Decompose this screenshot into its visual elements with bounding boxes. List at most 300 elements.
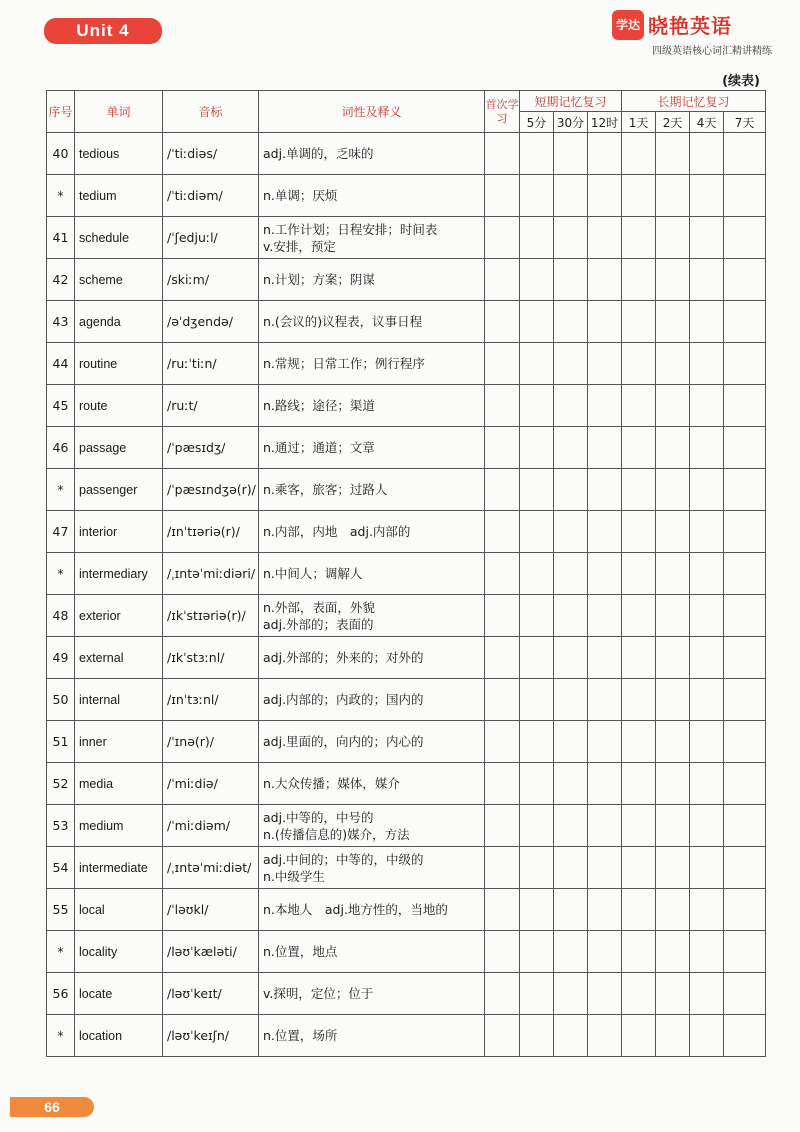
header-short-col: 30分: [554, 112, 588, 133]
review-checkbox[interactable]: [485, 931, 520, 973]
row-number: *: [47, 931, 75, 973]
row-word: medium: [75, 805, 163, 847]
review-checkbox[interactable]: [588, 1015, 622, 1057]
review-checkbox[interactable]: [485, 427, 520, 469]
review-checkbox[interactable]: [724, 889, 766, 931]
review-checkbox[interactable]: [724, 259, 766, 301]
header-meaning: 词性及释义: [259, 91, 485, 133]
table-row: [47, 469, 766, 511]
table-row: [47, 763, 766, 805]
row-definition: n.大众传播；媒体，媒介: [259, 763, 485, 805]
review-checkbox[interactable]: [588, 679, 622, 721]
row-definition: n.路线；途径；渠道: [259, 385, 485, 427]
review-checkbox[interactable]: [724, 301, 766, 343]
row-definition: n.本地人 adj.地方性的，当地的: [259, 889, 485, 931]
table-body: [47, 133, 766, 1057]
row-word: scheme: [75, 259, 163, 301]
review-checkbox[interactable]: [690, 973, 724, 1015]
row-word: locate: [75, 973, 163, 1015]
row-word: exterior: [75, 595, 163, 637]
review-checkbox[interactable]: [554, 889, 588, 931]
row-word: tedium: [75, 175, 163, 217]
table-row: [47, 973, 766, 1015]
review-checkbox[interactable]: [690, 805, 724, 847]
review-checkbox[interactable]: [520, 805, 554, 847]
review-checkbox[interactable]: [554, 553, 588, 595]
review-checkbox[interactable]: [588, 217, 622, 259]
review-checkbox[interactable]: [554, 763, 588, 805]
row-phonetic: /ˈɪnə(r)/: [163, 721, 259, 763]
review-checkbox[interactable]: [588, 343, 622, 385]
row-number: 54: [47, 847, 75, 889]
review-checkbox[interactable]: [724, 133, 766, 175]
row-phonetic: /ruːˈtiːn/: [163, 343, 259, 385]
row-word: inner: [75, 721, 163, 763]
row-phonetic: /ləʊˈkeɪt/: [163, 973, 259, 1015]
review-checkbox[interactable]: [520, 637, 554, 679]
review-checkbox[interactable]: [656, 175, 690, 217]
review-checkbox[interactable]: [588, 847, 622, 889]
brand-title: 晓艳英语: [648, 14, 732, 38]
review-checkbox[interactable]: [554, 805, 588, 847]
review-checkbox[interactable]: [520, 469, 554, 511]
review-checkbox[interactable]: [520, 511, 554, 553]
review-checkbox[interactable]: [588, 973, 622, 1015]
review-checkbox[interactable]: [656, 679, 690, 721]
review-checkbox[interactable]: [656, 217, 690, 259]
table-row: [47, 259, 766, 301]
review-checkbox[interactable]: [690, 133, 724, 175]
row-definition: n.乘客，旅客；过路人: [259, 469, 485, 511]
review-checkbox[interactable]: [656, 385, 690, 427]
review-checkbox[interactable]: [622, 721, 656, 763]
brand-subtitle: 四级英语核心词汇精讲精练: [652, 46, 772, 57]
review-checkbox[interactable]: [520, 847, 554, 889]
review-checkbox[interactable]: [554, 259, 588, 301]
review-checkbox[interactable]: [622, 133, 656, 175]
review-checkbox[interactable]: [656, 511, 690, 553]
row-phonetic: /əˈdʒendə/: [163, 301, 259, 343]
review-checkbox[interactable]: [520, 427, 554, 469]
review-checkbox[interactable]: [588, 931, 622, 973]
review-checkbox[interactable]: [520, 973, 554, 1015]
review-checkbox[interactable]: [588, 889, 622, 931]
unit-label: Unit 4: [44, 18, 162, 44]
review-checkbox[interactable]: [724, 931, 766, 973]
review-checkbox[interactable]: [485, 469, 520, 511]
review-checkbox[interactable]: [622, 595, 656, 637]
review-checkbox[interactable]: [554, 721, 588, 763]
review-checkbox[interactable]: [690, 721, 724, 763]
review-checkbox[interactable]: [622, 1015, 656, 1057]
review-checkbox[interactable]: [690, 343, 724, 385]
row-word: internal: [75, 679, 163, 721]
table-row: [47, 217, 766, 259]
review-checkbox[interactable]: [485, 805, 520, 847]
review-checkbox[interactable]: [485, 679, 520, 721]
row-number: 42: [47, 259, 75, 301]
row-definition: n.位置，场所: [259, 1015, 485, 1057]
row-phonetic: /ˈʃedjuːl/: [163, 217, 259, 259]
review-checkbox[interactable]: [724, 973, 766, 1015]
row-word: route: [75, 385, 163, 427]
review-checkbox[interactable]: [520, 595, 554, 637]
row-definition: n.外部，表面，外貌 adj.外部的；表面的: [259, 595, 485, 637]
review-checkbox[interactable]: [485, 595, 520, 637]
table-row: [47, 175, 766, 217]
review-checkbox[interactable]: [554, 511, 588, 553]
row-phonetic: /ɪnˈtɜːnl/: [163, 679, 259, 721]
review-checkbox[interactable]: [690, 427, 724, 469]
header-short-term: 短期记忆复习: [520, 91, 622, 112]
row-definition: n.工作计划；日程安排；时间表 v.安排，预定: [259, 217, 485, 259]
table-row: [47, 385, 766, 427]
review-checkbox[interactable]: [724, 763, 766, 805]
review-checkbox[interactable]: [690, 637, 724, 679]
review-checkbox[interactable]: [554, 1015, 588, 1057]
review-checkbox[interactable]: [485, 847, 520, 889]
review-checkbox[interactable]: [520, 301, 554, 343]
row-definition: n.位置，地点: [259, 931, 485, 973]
row-number: 45: [47, 385, 75, 427]
header-num: 序号: [47, 91, 75, 133]
row-number: *: [47, 1015, 75, 1057]
review-checkbox[interactable]: [656, 763, 690, 805]
review-checkbox[interactable]: [656, 805, 690, 847]
row-phonetic: /ˈtiːdiəm/: [163, 175, 259, 217]
review-checkbox[interactable]: [622, 931, 656, 973]
header-long-term: 长期记忆复习: [622, 91, 766, 112]
row-phonetic: /ləʊˈkeɪʃn/: [163, 1015, 259, 1057]
row-definition: n.通过；通道；文章: [259, 427, 485, 469]
row-phonetic: /ruːt/: [163, 385, 259, 427]
row-word: tedious: [75, 133, 163, 175]
review-checkbox[interactable]: [485, 1015, 520, 1057]
review-checkbox[interactable]: [690, 553, 724, 595]
review-checkbox[interactable]: [724, 679, 766, 721]
review-checkbox[interactable]: [690, 511, 724, 553]
table-row: [47, 553, 766, 595]
row-number: 50: [47, 679, 75, 721]
review-checkbox[interactable]: [622, 469, 656, 511]
table-header: [47, 91, 766, 133]
vocab-table: [46, 90, 766, 1057]
review-checkbox[interactable]: [485, 511, 520, 553]
row-phonetic: /ˌɪntəˈmiːdiəri/: [163, 553, 259, 595]
row-definition: n.中间人；调解人: [259, 553, 485, 595]
row-definition: n.计划；方案；阴谋: [259, 259, 485, 301]
review-checkbox[interactable]: [485, 175, 520, 217]
row-definition: n.内部，内地 adj.内部的: [259, 511, 485, 553]
row-number: *: [47, 175, 75, 217]
review-checkbox[interactable]: [622, 259, 656, 301]
review-checkbox[interactable]: [690, 931, 724, 973]
review-checkbox[interactable]: [554, 343, 588, 385]
table-row: [47, 1015, 766, 1057]
review-checkbox[interactable]: [656, 553, 690, 595]
review-checkbox[interactable]: [520, 385, 554, 427]
review-checkbox[interactable]: [622, 805, 656, 847]
row-number: 43: [47, 301, 75, 343]
row-phonetic: /ɪkˈstɪəriə(r)/: [163, 595, 259, 637]
table-row: [47, 301, 766, 343]
header-phonetic: 音标: [163, 91, 259, 133]
review-checkbox[interactable]: [588, 259, 622, 301]
review-checkbox[interactable]: [724, 637, 766, 679]
table-row: [47, 343, 766, 385]
review-checkbox[interactable]: [724, 469, 766, 511]
header-long-col: 2天: [656, 112, 690, 133]
review-checkbox[interactable]: [588, 595, 622, 637]
review-checkbox[interactable]: [690, 217, 724, 259]
review-checkbox[interactable]: [690, 1015, 724, 1057]
review-checkbox[interactable]: [656, 301, 690, 343]
row-phonetic: /ɪkˈstɜːnl/: [163, 637, 259, 679]
review-checkbox[interactable]: [554, 637, 588, 679]
review-checkbox[interactable]: [724, 385, 766, 427]
table-row: [47, 133, 766, 175]
review-checkbox[interactable]: [520, 553, 554, 595]
table-row: [47, 847, 766, 889]
review-checkbox[interactable]: [690, 847, 724, 889]
review-checkbox[interactable]: [554, 217, 588, 259]
review-checkbox[interactable]: [656, 469, 690, 511]
review-checkbox[interactable]: [520, 175, 554, 217]
row-number: 49: [47, 637, 75, 679]
review-checkbox[interactable]: [588, 553, 622, 595]
review-checkbox[interactable]: [554, 385, 588, 427]
row-phonetic: /ˌɪntəˈmiːdiət/: [163, 847, 259, 889]
row-word: passenger: [75, 469, 163, 511]
header-short-col: 12时: [588, 112, 622, 133]
review-checkbox[interactable]: [724, 427, 766, 469]
review-checkbox[interactable]: [622, 889, 656, 931]
review-checkbox[interactable]: [656, 1015, 690, 1057]
review-checkbox[interactable]: [622, 175, 656, 217]
review-checkbox[interactable]: [656, 973, 690, 1015]
review-checkbox[interactable]: [520, 721, 554, 763]
row-definition: adj.外部的；外来的；对外的: [259, 637, 485, 679]
review-checkbox[interactable]: [588, 721, 622, 763]
review-checkbox[interactable]: [485, 637, 520, 679]
row-phonetic: /ˈpæsɪdʒ/: [163, 427, 259, 469]
review-checkbox[interactable]: [622, 217, 656, 259]
review-checkbox[interactable]: [656, 427, 690, 469]
row-definition: n.单调；厌烦: [259, 175, 485, 217]
row-word: local: [75, 889, 163, 931]
review-checkbox[interactable]: [588, 511, 622, 553]
review-checkbox[interactable]: [520, 931, 554, 973]
row-number: 56: [47, 973, 75, 1015]
row-phonetic: /ləʊˈkæləti/: [163, 931, 259, 973]
review-checkbox[interactable]: [622, 847, 656, 889]
review-checkbox[interactable]: [622, 973, 656, 1015]
row-number: *: [47, 469, 75, 511]
review-checkbox[interactable]: [724, 343, 766, 385]
review-checkbox[interactable]: [485, 133, 520, 175]
header-first-study: 首次学习: [485, 91, 520, 133]
row-word: external: [75, 637, 163, 679]
review-checkbox[interactable]: [554, 175, 588, 217]
row-phonetic: /skiːm/: [163, 259, 259, 301]
row-phonetic: /ɪnˈtɪəriə(r)/: [163, 511, 259, 553]
review-checkbox[interactable]: [622, 553, 656, 595]
row-phonetic: /ˈləʊkl/: [163, 889, 259, 931]
review-checkbox[interactable]: [656, 721, 690, 763]
review-checkbox[interactable]: [622, 763, 656, 805]
row-phonetic: /ˈtiːdiəs/: [163, 133, 259, 175]
review-checkbox[interactable]: [622, 679, 656, 721]
review-checkbox[interactable]: [622, 301, 656, 343]
review-checkbox[interactable]: [622, 511, 656, 553]
review-checkbox[interactable]: [656, 595, 690, 637]
review-checkbox[interactable]: [485, 721, 520, 763]
review-checkbox[interactable]: [588, 301, 622, 343]
review-checkbox[interactable]: [485, 301, 520, 343]
review-checkbox[interactable]: [724, 595, 766, 637]
review-checkbox[interactable]: [690, 259, 724, 301]
row-number: 52: [47, 763, 75, 805]
row-number: *: [47, 553, 75, 595]
review-checkbox[interactable]: [724, 1015, 766, 1057]
review-checkbox[interactable]: [690, 889, 724, 931]
row-word: interior: [75, 511, 163, 553]
review-checkbox[interactable]: [485, 259, 520, 301]
review-checkbox[interactable]: [656, 133, 690, 175]
review-checkbox[interactable]: [554, 973, 588, 1015]
row-number: 55: [47, 889, 75, 931]
row-word: agenda: [75, 301, 163, 343]
row-number: 51: [47, 721, 75, 763]
review-checkbox[interactable]: [588, 133, 622, 175]
row-number: 47: [47, 511, 75, 553]
table-row: [47, 637, 766, 679]
review-checkbox[interactable]: [485, 973, 520, 1015]
row-definition: n.常规；日常工作；例行程序: [259, 343, 485, 385]
header-word: 单词: [75, 91, 163, 133]
review-checkbox[interactable]: [554, 301, 588, 343]
review-checkbox[interactable]: [622, 343, 656, 385]
review-checkbox[interactable]: [554, 427, 588, 469]
row-definition: adj.内部的；内政的；国内的: [259, 679, 485, 721]
review-checkbox[interactable]: [724, 217, 766, 259]
row-word: schedule: [75, 217, 163, 259]
row-phonetic: /ˈmiːdiəm/: [163, 805, 259, 847]
review-checkbox[interactable]: [520, 259, 554, 301]
row-word: passage: [75, 427, 163, 469]
review-checkbox[interactable]: [520, 343, 554, 385]
review-checkbox[interactable]: [588, 805, 622, 847]
row-word: intermediary: [75, 553, 163, 595]
review-checkbox[interactable]: [690, 301, 724, 343]
review-checkbox[interactable]: [520, 217, 554, 259]
review-checkbox[interactable]: [724, 721, 766, 763]
table-row: [47, 889, 766, 931]
row-definition: n.(会议的)议程表，议事日程: [259, 301, 485, 343]
row-number: 44: [47, 343, 75, 385]
header-long-col: 7天: [724, 112, 766, 133]
review-checkbox[interactable]: [520, 133, 554, 175]
table-row: [47, 805, 766, 847]
review-checkbox[interactable]: [656, 259, 690, 301]
review-checkbox[interactable]: [588, 385, 622, 427]
brand-logo-icon: 学达: [612, 10, 644, 40]
review-checkbox[interactable]: [724, 805, 766, 847]
review-checkbox[interactable]: [724, 553, 766, 595]
review-checkbox[interactable]: [656, 847, 690, 889]
review-checkbox[interactable]: [588, 427, 622, 469]
row-definition: adj.中等的，中号的 n.(传播信息的)媒介，方法: [259, 805, 485, 847]
review-checkbox[interactable]: [656, 343, 690, 385]
review-checkbox[interactable]: [554, 469, 588, 511]
review-checkbox[interactable]: [690, 679, 724, 721]
review-checkbox[interactable]: [554, 595, 588, 637]
review-checkbox[interactable]: [554, 847, 588, 889]
review-checkbox[interactable]: [656, 931, 690, 973]
header-short-col: 5分: [520, 112, 554, 133]
review-checkbox[interactable]: [622, 427, 656, 469]
row-definition: adj.中间的；中等的，中级的 n.中级学生: [259, 847, 485, 889]
row-number: 41: [47, 217, 75, 259]
row-word: media: [75, 763, 163, 805]
review-checkbox[interactable]: [690, 385, 724, 427]
review-checkbox[interactable]: [588, 637, 622, 679]
review-checkbox[interactable]: [485, 763, 520, 805]
row-phonetic: /ˈmiːdiə/: [163, 763, 259, 805]
review-checkbox[interactable]: [690, 469, 724, 511]
review-checkbox[interactable]: [520, 763, 554, 805]
review-checkbox[interactable]: [690, 175, 724, 217]
page-number: 66: [10, 1097, 94, 1117]
header-long-col: 4天: [690, 112, 724, 133]
continued-label: (续表): [722, 74, 760, 89]
review-checkbox[interactable]: [656, 889, 690, 931]
review-checkbox[interactable]: [554, 931, 588, 973]
review-checkbox[interactable]: [690, 595, 724, 637]
row-number: 53: [47, 805, 75, 847]
review-checkbox[interactable]: [588, 175, 622, 217]
review-checkbox[interactable]: [724, 175, 766, 217]
review-checkbox[interactable]: [588, 763, 622, 805]
review-checkbox[interactable]: [520, 679, 554, 721]
header-long-col: 1天: [622, 112, 656, 133]
review-checkbox[interactable]: [485, 553, 520, 595]
row-number: 48: [47, 595, 75, 637]
review-checkbox[interactable]: [724, 511, 766, 553]
review-checkbox[interactable]: [622, 637, 656, 679]
table-row: [47, 721, 766, 763]
table-row: [47, 511, 766, 553]
review-checkbox[interactable]: [554, 679, 588, 721]
review-checkbox[interactable]: [485, 217, 520, 259]
review-checkbox[interactable]: [520, 1015, 554, 1057]
review-checkbox[interactable]: [554, 133, 588, 175]
review-checkbox[interactable]: [485, 343, 520, 385]
row-number: 46: [47, 427, 75, 469]
row-word: location: [75, 1015, 163, 1057]
brand: [582, 6, 772, 58]
review-checkbox[interactable]: [588, 469, 622, 511]
review-checkbox[interactable]: [622, 385, 656, 427]
review-checkbox[interactable]: [485, 385, 520, 427]
review-checkbox[interactable]: [690, 763, 724, 805]
review-checkbox[interactable]: [724, 847, 766, 889]
review-checkbox[interactable]: [656, 637, 690, 679]
review-checkbox[interactable]: [485, 889, 520, 931]
table-row: [47, 595, 766, 637]
review-checkbox[interactable]: [520, 889, 554, 931]
table-row: [47, 679, 766, 721]
